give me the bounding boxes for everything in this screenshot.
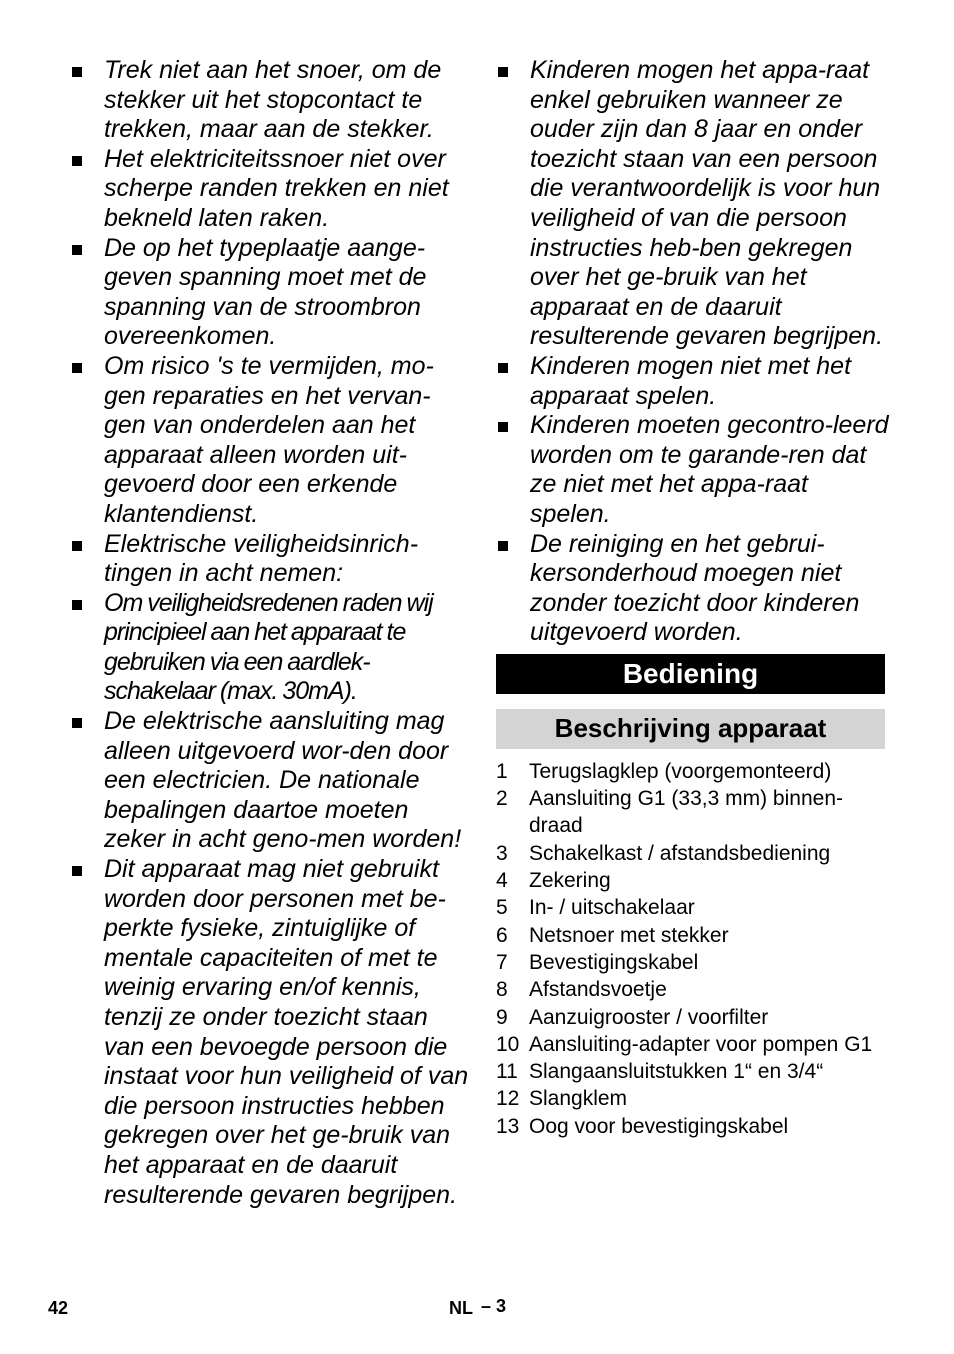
bullet-item bbox=[70, 56, 470, 145]
bullet-text: De op het typeplaatje aange-geven spanning moet met de spanning van de stroombron overeenkomen. bbox=[104, 233, 427, 351]
list-item bbox=[496, 1085, 890, 1112]
part-number: 13 bbox=[496, 1114, 520, 1138]
bullet-text: Kinderen moeten gecontro-leerd worden om te garande-ren dat ze niet met het appa-raat spelen. bbox=[530, 411, 889, 528]
part-label: Oog voor bevestigingskabel bbox=[529, 1114, 789, 1138]
bullet-item bbox=[70, 530, 470, 589]
subsection-heading-beschrijving: Beschrijving apparaat bbox=[496, 709, 885, 749]
bullet-square-icon bbox=[72, 718, 82, 728]
bullet-item bbox=[70, 145, 470, 234]
list-item bbox=[496, 867, 890, 894]
bullet-item bbox=[496, 352, 890, 411]
part-label: Netsnoer met stekker bbox=[529, 923, 729, 947]
bullet-square-icon bbox=[498, 363, 508, 373]
bullet-square-icon bbox=[498, 422, 508, 432]
left-column bbox=[70, 56, 470, 1210]
bullet-item bbox=[70, 707, 470, 855]
list-item bbox=[496, 785, 890, 840]
bullet-text: Kinderen mogen niet met het apparaat spelen. bbox=[530, 351, 852, 410]
part-label: Aanzuigrooster / voorfilter bbox=[529, 1005, 769, 1029]
part-label: Terugslagklep (voorgemonteerd) bbox=[529, 759, 832, 783]
bullet-text: Het elektriciteitssnoer niet over scherpe randen trekken en niet bekneld laten raken. bbox=[104, 144, 449, 232]
part-label: Zekering bbox=[529, 869, 611, 893]
bullet-item bbox=[70, 234, 470, 352]
part-number: 6 bbox=[496, 923, 508, 947]
part-label: Aansluiting G1 (33,3 mm) binnen-draad bbox=[529, 787, 843, 838]
part-label: Aansluiting-adapter voor pompen G1 bbox=[529, 1032, 873, 1056]
part-number: 10 bbox=[496, 1032, 520, 1056]
safety-bullet-list-left bbox=[70, 56, 470, 1210]
bullet-text: Om risico 's te vermijden, mo-gen reparaties en het vervan-gen van onderdelen aan het apparaat alleen worden uit-gevoerd door een erkende klantendienst. bbox=[104, 351, 434, 528]
part-label: Bevestigingskabel bbox=[529, 950, 699, 974]
section-heading-bediening: Bediening bbox=[496, 654, 885, 694]
bullet-square-icon bbox=[72, 541, 82, 551]
list-item bbox=[496, 840, 890, 867]
part-number: 8 bbox=[496, 978, 508, 1002]
right-column bbox=[496, 56, 890, 1140]
bullet-square-icon bbox=[498, 541, 508, 551]
list-item bbox=[496, 758, 890, 785]
part-number: 11 bbox=[496, 1060, 518, 1084]
part-number: 5 bbox=[496, 896, 508, 920]
bullet-text: Kinderen mogen het appa-raat enkel gebruiken wanneer ze ouder zijn dan 8 jaar en onder toezicht staan van een persoon die verantwoordelijk is voor hun veiligheid of van die persoon instructies heb-ben gekregen over het ge-bruik van het apparaat en de daaruit resulterende gevaren begrijpen. bbox=[530, 56, 884, 351]
language-code: NL bbox=[449, 1298, 473, 1318]
part-label: Slangklem bbox=[529, 1087, 628, 1111]
part-number: 12 bbox=[496, 1087, 520, 1111]
bullet-square-icon bbox=[72, 363, 82, 373]
list-item bbox=[496, 1031, 890, 1058]
part-number: 9 bbox=[496, 1005, 508, 1029]
part-label: Slangaansluitstukken 1“ en 3/4“ bbox=[529, 1060, 824, 1084]
bullet-square-icon bbox=[72, 156, 82, 166]
list-item bbox=[496, 949, 890, 976]
bullet-text: Trek niet aan het snoer, om de stekker uit het stopcontact te trekken, maar aan de stekker. bbox=[104, 56, 442, 144]
bullet-text: Dit apparaat mag niet gebruikt worden door personen met be-perkte fysieke, zintuiglijke of mentale capaciteiten of met te weinig ervaring en/of kennis, tenzij ze onder toezicht staan van een bevoegde persoon die instaat voor hun veiligheid of van die persoon instructies hebben gekregen over het ge-bruik van het apparaat en de daaruit resulterende gevaren begrijpen. bbox=[104, 855, 469, 1209]
bullet-square-icon bbox=[72, 600, 82, 610]
bullet-text: Elektrische veiligheidsinrich-tingen in acht nemen: bbox=[104, 529, 419, 588]
bullet-item bbox=[70, 589, 470, 707]
list-item bbox=[496, 922, 890, 949]
bullet-item bbox=[70, 352, 470, 530]
bullet-item bbox=[496, 56, 890, 352]
bullet-item bbox=[496, 530, 890, 648]
list-item bbox=[496, 1004, 890, 1031]
part-label: In- / uitschakelaar bbox=[529, 896, 695, 920]
list-item bbox=[496, 894, 890, 921]
part-number: 3 bbox=[496, 841, 508, 865]
bullet-text: De reiniging en het gebrui-kersonderhoud moegen niet zonder toezicht door kinderen uitgevoerd worden. bbox=[530, 529, 860, 647]
bullet-item bbox=[496, 411, 890, 529]
parts-list bbox=[496, 758, 890, 1140]
part-label: Schakelkast / afstandsbediening bbox=[529, 841, 831, 865]
page-number: 42 bbox=[48, 1298, 69, 1318]
bullet-text: De elektrische aansluiting mag alleen uitgevoerd wor-den door een electricien. De nationale bepalingen daartoe moeten zeker in acht geno-men worden! bbox=[104, 707, 462, 854]
part-label: Afstandsvoetje bbox=[529, 978, 667, 1002]
list-item bbox=[496, 976, 890, 1003]
bullet-square-icon bbox=[72, 245, 82, 255]
list-item bbox=[496, 1113, 890, 1140]
part-number: 7 bbox=[496, 950, 508, 974]
part-number: 1 bbox=[496, 759, 508, 783]
part-number: 2 bbox=[496, 787, 508, 811]
list-item bbox=[496, 1058, 890, 1085]
bullet-item bbox=[70, 855, 470, 1210]
bullet-square-icon bbox=[498, 67, 508, 77]
bullet-text: Om veiligheidsredenen raden wij principieel aan het apparaat te gebruiken via een aardlek-schakelaar (max. 30mA). bbox=[104, 588, 433, 706]
bullet-square-icon bbox=[72, 67, 82, 77]
safety-bullet-list-right bbox=[496, 56, 890, 648]
bullet-square-icon bbox=[72, 866, 82, 876]
sub-page-number: – 3 bbox=[481, 1296, 507, 1316]
part-number: 4 bbox=[496, 869, 508, 893]
